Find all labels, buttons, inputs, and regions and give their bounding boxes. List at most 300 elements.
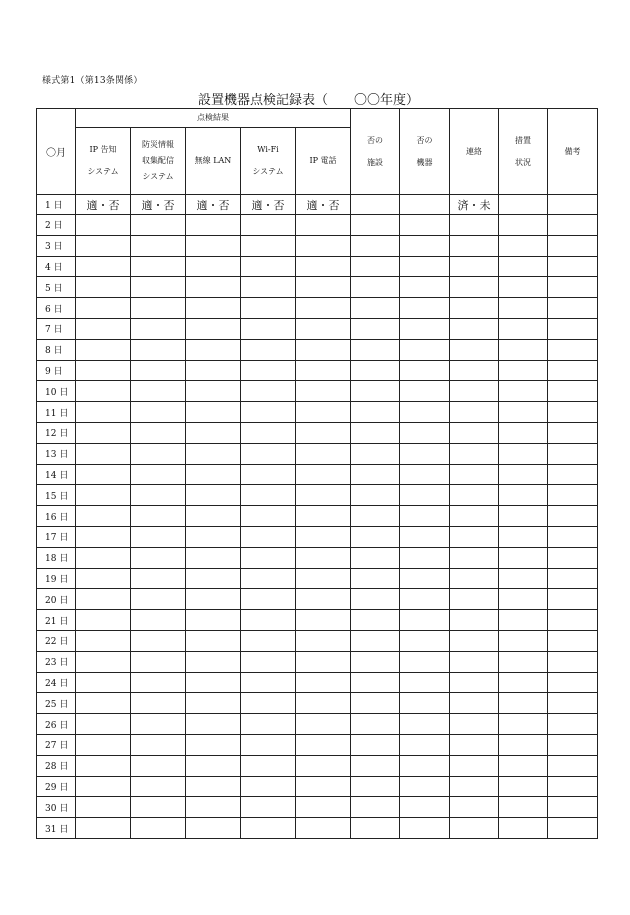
wireless-lan-cell[interactable]: [186, 547, 241, 568]
remarks-cell[interactable]: [548, 589, 598, 610]
measures-cell[interactable]: [499, 797, 548, 818]
disaster-info-cell[interactable]: [131, 256, 186, 277]
measures-cell[interactable]: [499, 256, 548, 277]
wifi-cell[interactable]: [241, 610, 296, 631]
equipment-cell[interactable]: [400, 547, 450, 568]
equipment-cell[interactable]: [400, 755, 450, 776]
remarks-cell[interactable]: [548, 693, 598, 714]
ip-phone-cell[interactable]: [296, 672, 351, 693]
remarks-cell[interactable]: [548, 485, 598, 506]
ip-phone-cell[interactable]: [296, 714, 351, 735]
ip-notice-cell[interactable]: [76, 630, 131, 651]
wireless-lan-cell[interactable]: [186, 215, 241, 236]
wifi-cell[interactable]: [241, 734, 296, 755]
remarks-cell[interactable]: [548, 630, 598, 651]
contact-cell[interactable]: [450, 277, 499, 298]
disaster-info-cell[interactable]: [131, 776, 186, 797]
equipment-cell[interactable]: [400, 256, 450, 277]
disaster-info-cell[interactable]: [131, 672, 186, 693]
contact-cell[interactable]: [450, 381, 499, 402]
facility-cell[interactable]: [351, 714, 400, 735]
remarks-cell[interactable]: [548, 339, 598, 360]
measures-cell[interactable]: [499, 195, 548, 215]
disaster-info-cell[interactable]: [131, 485, 186, 506]
wifi-cell[interactable]: [241, 568, 296, 589]
measures-cell[interactable]: [499, 672, 548, 693]
measures-cell[interactable]: [499, 506, 548, 527]
facility-cell[interactable]: [351, 506, 400, 527]
measures-cell[interactable]: [499, 464, 548, 485]
ip-phone-cell[interactable]: [296, 630, 351, 651]
equipment-cell[interactable]: [400, 443, 450, 464]
remarks-cell[interactable]: [548, 195, 598, 215]
remarks-cell[interactable]: [548, 298, 598, 319]
ip-notice-cell[interactable]: [76, 464, 131, 485]
remarks-cell[interactable]: [548, 547, 598, 568]
ip-notice-cell[interactable]: [76, 547, 131, 568]
disaster-info-cell[interactable]: [131, 422, 186, 443]
wifi-cell[interactable]: [241, 464, 296, 485]
measures-cell[interactable]: [499, 318, 548, 339]
measures-cell[interactable]: [499, 651, 548, 672]
ip-phone-cell[interactable]: [296, 360, 351, 381]
wifi-cell[interactable]: [241, 651, 296, 672]
ip-notice-cell[interactable]: [76, 610, 131, 631]
remarks-cell[interactable]: [548, 215, 598, 236]
facility-cell[interactable]: [351, 360, 400, 381]
remarks-cell[interactable]: [548, 714, 598, 735]
wireless-lan-cell[interactable]: [186, 797, 241, 818]
contact-cell[interactable]: [450, 256, 499, 277]
ip-phone-cell[interactable]: [296, 526, 351, 547]
wifi-cell[interactable]: [241, 402, 296, 423]
wireless-lan-cell[interactable]: [186, 755, 241, 776]
remarks-cell[interactable]: [548, 776, 598, 797]
ip-notice-cell[interactable]: [76, 818, 131, 839]
wireless-lan-cell[interactable]: [186, 402, 241, 423]
disaster-info-cell[interactable]: [131, 547, 186, 568]
measures-cell[interactable]: [499, 339, 548, 360]
disaster-info-cell[interactable]: [131, 235, 186, 256]
equipment-cell[interactable]: [400, 589, 450, 610]
ip-phone-cell[interactable]: [296, 422, 351, 443]
disaster-info-cell[interactable]: [131, 526, 186, 547]
contact-cell[interactable]: [450, 235, 499, 256]
ip-notice-cell[interactable]: [76, 277, 131, 298]
ip-notice-cell[interactable]: [76, 672, 131, 693]
ip-notice-cell[interactable]: [76, 506, 131, 527]
measures-cell[interactable]: [499, 422, 548, 443]
wireless-lan-cell[interactable]: [186, 568, 241, 589]
wifi-cell[interactable]: [241, 215, 296, 236]
equipment-cell[interactable]: [400, 360, 450, 381]
equipment-cell[interactable]: [400, 776, 450, 797]
disaster-info-cell[interactable]: [131, 506, 186, 527]
remarks-cell[interactable]: [548, 526, 598, 547]
facility-cell[interactable]: [351, 776, 400, 797]
wireless-lan-cell[interactable]: [186, 734, 241, 755]
wireless-lan-cell[interactable]: [186, 298, 241, 319]
disaster-info-cell[interactable]: [131, 360, 186, 381]
facility-cell[interactable]: [351, 610, 400, 631]
disaster-info-cell[interactable]: [131, 693, 186, 714]
ip-phone-cell[interactable]: [296, 318, 351, 339]
wifi-cell[interactable]: [241, 277, 296, 298]
facility-cell[interactable]: [351, 672, 400, 693]
disaster-info-cell[interactable]: [131, 630, 186, 651]
ip-phone-cell[interactable]: [296, 339, 351, 360]
ip-phone-cell[interactable]: [296, 776, 351, 797]
disaster-info-cell[interactable]: [131, 215, 186, 236]
ip-phone-cell[interactable]: [296, 755, 351, 776]
disaster-info-cell[interactable]: [131, 339, 186, 360]
wireless-lan-cell[interactable]: [186, 360, 241, 381]
equipment-cell[interactable]: [400, 298, 450, 319]
facility-cell[interactable]: [351, 589, 400, 610]
ip-notice-cell[interactable]: [76, 797, 131, 818]
equipment-cell[interactable]: [400, 714, 450, 735]
measures-cell[interactable]: [499, 610, 548, 631]
ip-phone-cell[interactable]: [296, 277, 351, 298]
ip-phone-cell[interactable]: [296, 651, 351, 672]
ip-notice-cell[interactable]: [76, 651, 131, 672]
equipment-cell[interactable]: [400, 693, 450, 714]
contact-cell[interactable]: [450, 360, 499, 381]
wifi-cell[interactable]: [241, 672, 296, 693]
remarks-cell[interactable]: [548, 651, 598, 672]
facility-cell[interactable]: [351, 318, 400, 339]
measures-cell[interactable]: [499, 526, 548, 547]
facility-cell[interactable]: [351, 235, 400, 256]
contact-cell[interactable]: [450, 651, 499, 672]
equipment-cell[interactable]: [400, 797, 450, 818]
equipment-cell[interactable]: [400, 339, 450, 360]
remarks-cell[interactable]: [548, 464, 598, 485]
equipment-cell[interactable]: [400, 818, 450, 839]
measures-cell[interactable]: [499, 818, 548, 839]
measures-cell[interactable]: [499, 568, 548, 589]
measures-cell[interactable]: [499, 402, 548, 423]
measures-cell[interactable]: [499, 630, 548, 651]
wifi-cell[interactable]: [241, 818, 296, 839]
remarks-cell[interactable]: [548, 797, 598, 818]
remarks-cell[interactable]: [548, 318, 598, 339]
ip-notice-cell[interactable]: 適・否: [76, 195, 131, 215]
wifi-cell[interactable]: [241, 339, 296, 360]
wifi-cell[interactable]: [241, 298, 296, 319]
disaster-info-cell[interactable]: [131, 298, 186, 319]
remarks-cell[interactable]: [548, 734, 598, 755]
wireless-lan-cell[interactable]: [186, 339, 241, 360]
ip-phone-cell[interactable]: [296, 443, 351, 464]
contact-cell[interactable]: 済・未: [450, 195, 499, 215]
wifi-cell[interactable]: 適・否: [241, 195, 296, 215]
ip-phone-cell[interactable]: [296, 506, 351, 527]
wifi-cell[interactable]: [241, 797, 296, 818]
contact-cell[interactable]: [450, 547, 499, 568]
disaster-info-cell[interactable]: [131, 755, 186, 776]
equipment-cell[interactable]: [400, 318, 450, 339]
ip-notice-cell[interactable]: [76, 734, 131, 755]
facility-cell[interactable]: [351, 277, 400, 298]
disaster-info-cell[interactable]: [131, 464, 186, 485]
remarks-cell[interactable]: [548, 610, 598, 631]
wifi-cell[interactable]: [241, 443, 296, 464]
ip-notice-cell[interactable]: [76, 215, 131, 236]
contact-cell[interactable]: [450, 776, 499, 797]
ip-phone-cell[interactable]: [296, 568, 351, 589]
disaster-info-cell[interactable]: [131, 443, 186, 464]
disaster-info-cell[interactable]: 適・否: [131, 195, 186, 215]
equipment-cell[interactable]: [400, 734, 450, 755]
contact-cell[interactable]: [450, 298, 499, 319]
ip-notice-cell[interactable]: [76, 526, 131, 547]
equipment-cell[interactable]: [400, 651, 450, 672]
wireless-lan-cell[interactable]: [186, 422, 241, 443]
facility-cell[interactable]: [351, 443, 400, 464]
equipment-cell[interactable]: [400, 485, 450, 506]
ip-phone-cell[interactable]: [296, 589, 351, 610]
contact-cell[interactable]: [450, 755, 499, 776]
disaster-info-cell[interactable]: [131, 402, 186, 423]
remarks-cell[interactable]: [548, 360, 598, 381]
ip-notice-cell[interactable]: [76, 235, 131, 256]
measures-cell[interactable]: [499, 734, 548, 755]
remarks-cell[interactable]: [548, 506, 598, 527]
wireless-lan-cell[interactable]: [186, 506, 241, 527]
facility-cell[interactable]: [351, 485, 400, 506]
remarks-cell[interactable]: [548, 443, 598, 464]
wireless-lan-cell[interactable]: [186, 235, 241, 256]
contact-cell[interactable]: [450, 215, 499, 236]
disaster-info-cell[interactable]: [131, 277, 186, 298]
facility-cell[interactable]: [351, 422, 400, 443]
wireless-lan-cell[interactable]: [186, 485, 241, 506]
ip-phone-cell[interactable]: [296, 215, 351, 236]
contact-cell[interactable]: [450, 672, 499, 693]
wireless-lan-cell[interactable]: [186, 651, 241, 672]
ip-phone-cell[interactable]: [296, 256, 351, 277]
equipment-cell[interactable]: [400, 568, 450, 589]
ip-phone-cell[interactable]: [296, 464, 351, 485]
measures-cell[interactable]: [499, 589, 548, 610]
ip-notice-cell[interactable]: [76, 422, 131, 443]
ip-phone-cell[interactable]: [296, 693, 351, 714]
ip-phone-cell[interactable]: 適・否: [296, 195, 351, 215]
equipment-cell[interactable]: [400, 402, 450, 423]
wireless-lan-cell[interactable]: [186, 610, 241, 631]
contact-cell[interactable]: [450, 734, 499, 755]
contact-cell[interactable]: [450, 422, 499, 443]
measures-cell[interactable]: [499, 485, 548, 506]
ip-notice-cell[interactable]: [76, 589, 131, 610]
contact-cell[interactable]: [450, 443, 499, 464]
ip-notice-cell[interactable]: [76, 693, 131, 714]
disaster-info-cell[interactable]: [131, 714, 186, 735]
contact-cell[interactable]: [450, 693, 499, 714]
contact-cell[interactable]: [450, 526, 499, 547]
measures-cell[interactable]: [499, 714, 548, 735]
ip-notice-cell[interactable]: [76, 755, 131, 776]
equipment-cell[interactable]: [400, 464, 450, 485]
facility-cell[interactable]: [351, 818, 400, 839]
wifi-cell[interactable]: [241, 360, 296, 381]
remarks-cell[interactable]: [548, 235, 598, 256]
ip-phone-cell[interactable]: [296, 381, 351, 402]
equipment-cell[interactable]: [400, 526, 450, 547]
wireless-lan-cell[interactable]: 適・否: [186, 195, 241, 215]
equipment-cell[interactable]: [400, 195, 450, 215]
disaster-info-cell[interactable]: [131, 734, 186, 755]
measures-cell[interactable]: [499, 443, 548, 464]
ip-notice-cell[interactable]: [76, 339, 131, 360]
wifi-cell[interactable]: [241, 776, 296, 797]
contact-cell[interactable]: [450, 318, 499, 339]
ip-notice-cell[interactable]: [76, 256, 131, 277]
disaster-info-cell[interactable]: [131, 318, 186, 339]
facility-cell[interactable]: [351, 215, 400, 236]
wifi-cell[interactable]: [241, 422, 296, 443]
disaster-info-cell[interactable]: [131, 610, 186, 631]
remarks-cell[interactable]: [548, 381, 598, 402]
equipment-cell[interactable]: [400, 672, 450, 693]
facility-cell[interactable]: [351, 464, 400, 485]
facility-cell[interactable]: [351, 339, 400, 360]
measures-cell[interactable]: [499, 755, 548, 776]
contact-cell[interactable]: [450, 818, 499, 839]
equipment-cell[interactable]: [400, 215, 450, 236]
measures-cell[interactable]: [499, 360, 548, 381]
wireless-lan-cell[interactable]: [186, 277, 241, 298]
contact-cell[interactable]: [450, 485, 499, 506]
contact-cell[interactable]: [450, 568, 499, 589]
equipment-cell[interactable]: [400, 630, 450, 651]
remarks-cell[interactable]: [548, 256, 598, 277]
ip-notice-cell[interactable]: [76, 402, 131, 423]
contact-cell[interactable]: [450, 589, 499, 610]
ip-notice-cell[interactable]: [76, 318, 131, 339]
wireless-lan-cell[interactable]: [186, 818, 241, 839]
wireless-lan-cell[interactable]: [186, 256, 241, 277]
measures-cell[interactable]: [499, 381, 548, 402]
facility-cell[interactable]: [351, 797, 400, 818]
wireless-lan-cell[interactable]: [186, 318, 241, 339]
contact-cell[interactable]: [450, 464, 499, 485]
wifi-cell[interactable]: [241, 693, 296, 714]
ip-notice-cell[interactable]: [76, 298, 131, 319]
facility-cell[interactable]: [351, 755, 400, 776]
wireless-lan-cell[interactable]: [186, 714, 241, 735]
facility-cell[interactable]: [351, 298, 400, 319]
contact-cell[interactable]: [450, 339, 499, 360]
wireless-lan-cell[interactable]: [186, 589, 241, 610]
equipment-cell[interactable]: [400, 277, 450, 298]
ip-phone-cell[interactable]: [296, 547, 351, 568]
wifi-cell[interactable]: [241, 589, 296, 610]
wifi-cell[interactable]: [241, 526, 296, 547]
equipment-cell[interactable]: [400, 235, 450, 256]
remarks-cell[interactable]: [548, 402, 598, 423]
wifi-cell[interactable]: [241, 755, 296, 776]
wireless-lan-cell[interactable]: [186, 776, 241, 797]
contact-cell[interactable]: [450, 797, 499, 818]
facility-cell[interactable]: [351, 568, 400, 589]
measures-cell[interactable]: [499, 693, 548, 714]
ip-notice-cell[interactable]: [76, 714, 131, 735]
measures-cell[interactable]: [499, 277, 548, 298]
contact-cell[interactable]: [450, 610, 499, 631]
ip-phone-cell[interactable]: [296, 734, 351, 755]
ip-phone-cell[interactable]: [296, 235, 351, 256]
facility-cell[interactable]: [351, 651, 400, 672]
facility-cell[interactable]: [351, 630, 400, 651]
remarks-cell[interactable]: [548, 568, 598, 589]
remarks-cell[interactable]: [548, 422, 598, 443]
ip-phone-cell[interactable]: [296, 797, 351, 818]
remarks-cell[interactable]: [548, 755, 598, 776]
facility-cell[interactable]: [351, 734, 400, 755]
ip-notice-cell[interactable]: [76, 360, 131, 381]
ip-phone-cell[interactable]: [296, 402, 351, 423]
wifi-cell[interactable]: [241, 256, 296, 277]
disaster-info-cell[interactable]: [131, 818, 186, 839]
measures-cell[interactable]: [499, 215, 548, 236]
ip-notice-cell[interactable]: [76, 568, 131, 589]
measures-cell[interactable]: [499, 776, 548, 797]
facility-cell[interactable]: [351, 195, 400, 215]
remarks-cell[interactable]: [548, 818, 598, 839]
facility-cell[interactable]: [351, 526, 400, 547]
facility-cell[interactable]: [351, 402, 400, 423]
ip-phone-cell[interactable]: [296, 485, 351, 506]
wifi-cell[interactable]: [241, 485, 296, 506]
disaster-info-cell[interactable]: [131, 797, 186, 818]
facility-cell[interactable]: [351, 256, 400, 277]
equipment-cell[interactable]: [400, 610, 450, 631]
facility-cell[interactable]: [351, 693, 400, 714]
wireless-lan-cell[interactable]: [186, 443, 241, 464]
wireless-lan-cell[interactable]: [186, 526, 241, 547]
wireless-lan-cell[interactable]: [186, 464, 241, 485]
remarks-cell[interactable]: [548, 672, 598, 693]
wireless-lan-cell[interactable]: [186, 672, 241, 693]
ip-phone-cell[interactable]: [296, 610, 351, 631]
disaster-info-cell[interactable]: [131, 651, 186, 672]
disaster-info-cell[interactable]: [131, 568, 186, 589]
wireless-lan-cell[interactable]: [186, 693, 241, 714]
wireless-lan-cell[interactable]: [186, 630, 241, 651]
ip-notice-cell[interactable]: [76, 381, 131, 402]
contact-cell[interactable]: [450, 402, 499, 423]
wifi-cell[interactable]: [241, 506, 296, 527]
contact-cell[interactable]: [450, 506, 499, 527]
disaster-info-cell[interactable]: [131, 589, 186, 610]
contact-cell[interactable]: [450, 630, 499, 651]
equipment-cell[interactable]: [400, 506, 450, 527]
facility-cell[interactable]: [351, 547, 400, 568]
ip-notice-cell[interactable]: [76, 776, 131, 797]
wifi-cell[interactable]: [241, 630, 296, 651]
wifi-cell[interactable]: [241, 318, 296, 339]
equipment-cell[interactable]: [400, 381, 450, 402]
measures-cell[interactable]: [499, 235, 548, 256]
wifi-cell[interactable]: [241, 235, 296, 256]
facility-cell[interactable]: [351, 381, 400, 402]
equipment-cell[interactable]: [400, 422, 450, 443]
ip-phone-cell[interactable]: [296, 818, 351, 839]
measures-cell[interactable]: [499, 298, 548, 319]
ip-notice-cell[interactable]: [76, 443, 131, 464]
